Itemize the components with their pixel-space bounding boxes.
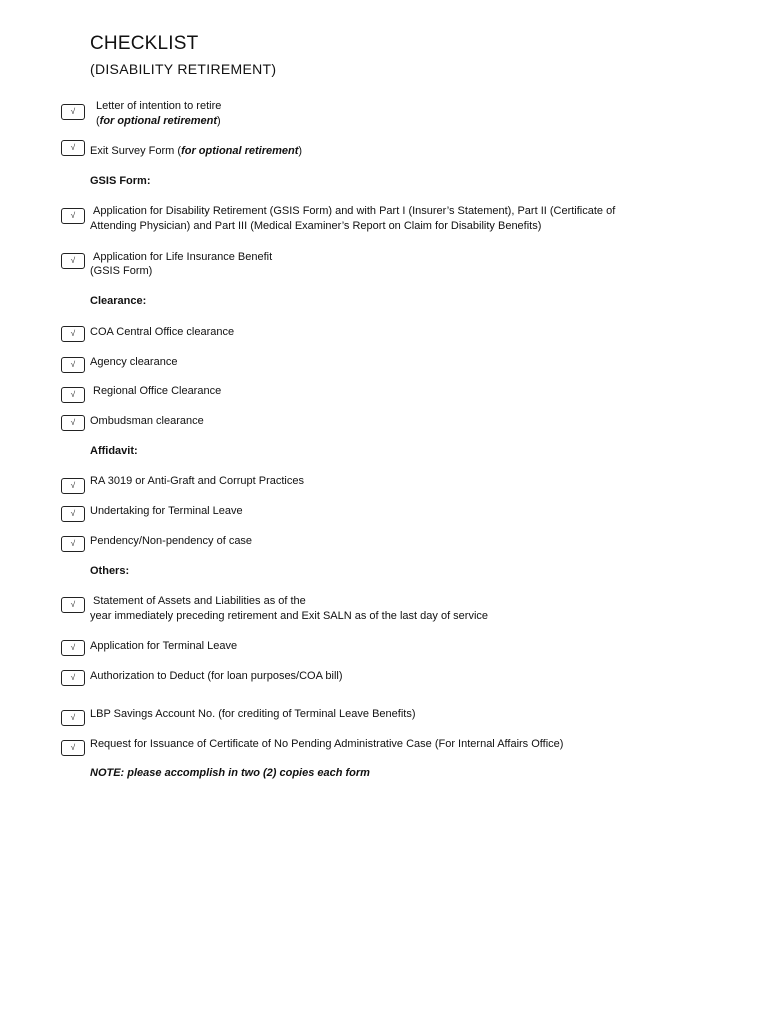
- life-insurance-line1: Application for Life Insurance Benefit: [93, 251, 273, 263]
- checkbox-authorization-deduct[interactable]: √: [61, 670, 85, 686]
- checkbox-pendency[interactable]: √: [61, 536, 85, 552]
- checkbox-undertaking[interactable]: √: [61, 506, 85, 522]
- letter-intention-note: (for optional retirement): [96, 115, 221, 127]
- page-subtitle: (DISABILITY RETIREMENT): [90, 61, 277, 77]
- no-pending-case-label: Request for Issuance of Certificate of No Pending Administrative Case (For Internal Affairs Office): [90, 738, 564, 750]
- checkbox-lbp-account[interactable]: √: [61, 710, 85, 726]
- saln-line2: year immediately preceding retirement and Exit SALN as of the last day of service: [90, 610, 489, 622]
- checkbox-agency-clearance[interactable]: √: [61, 357, 85, 373]
- note-text: NOTE: please accomplish in two (2) copies each form: [90, 767, 370, 779]
- regional-clearance-label: Regional Office Clearance: [93, 385, 222, 397]
- checkbox-life-insurance[interactable]: √: [61, 253, 85, 269]
- others-header: Others:: [90, 565, 130, 577]
- disability-application-line2: Attending Physician) and Part III (Medical Examiner’s Report on Claim for Disability Benefits): [90, 220, 542, 232]
- terminal-leave-application-label: Application for Terminal Leave: [90, 640, 238, 652]
- checkbox-coa-clearance[interactable]: √: [61, 326, 85, 342]
- checkbox-regional-clearance[interactable]: √: [61, 387, 85, 403]
- checkbox-no-pending-case[interactable]: √: [61, 740, 85, 756]
- checkbox-letter-intention[interactable]: √: [61, 104, 85, 120]
- gsis-form-header: GSIS Form:: [90, 175, 151, 187]
- undertaking-label: Undertaking for Terminal Leave: [90, 505, 243, 517]
- checkbox-exit-survey[interactable]: √: [61, 140, 85, 156]
- ombudsman-clearance-label: Ombudsman clearance: [90, 415, 204, 427]
- lbp-account-label: LBP Savings Account No. (for crediting of Terminal Leave Benefits): [90, 708, 416, 720]
- checkbox-ombudsman-clearance[interactable]: √: [61, 415, 85, 431]
- checkbox-disability-application[interactable]: √: [61, 208, 85, 224]
- letter-intention-label: Letter of intention to retire: [96, 100, 222, 112]
- agency-clearance-label: Agency clearance: [90, 356, 178, 368]
- checkbox-ra3019[interactable]: √: [61, 478, 85, 494]
- disability-application-line1: Application for Disability Retirement (GSIS Form) and with Part I (Insurer’s Statement), Part II (Certificate of: [93, 205, 616, 217]
- clearance-header: Clearance:: [90, 295, 147, 307]
- pendency-label: Pendency/Non-pendency of case: [90, 535, 253, 547]
- exit-survey-label: Exit Survey Form (for optional retirement): [90, 145, 303, 157]
- authorization-deduct-label: Authorization to Deduct (for loan purposes/COA bill): [90, 670, 343, 682]
- checkbox-saln[interactable]: √: [61, 597, 85, 613]
- life-insurance-line2: (GSIS Form): [90, 265, 153, 277]
- checkbox-terminal-leave-application[interactable]: √: [61, 640, 85, 656]
- page-title: CHECKLIST: [90, 33, 199, 54]
- saln-line1: Statement of Assets and Liabilities as of the: [93, 595, 306, 607]
- affidavit-header: Affidavit:: [90, 445, 138, 457]
- ra3019-label: RA 3019 or Anti-Graft and Corrupt Practices: [90, 475, 304, 487]
- coa-clearance-label: COA Central Office clearance: [90, 326, 235, 338]
